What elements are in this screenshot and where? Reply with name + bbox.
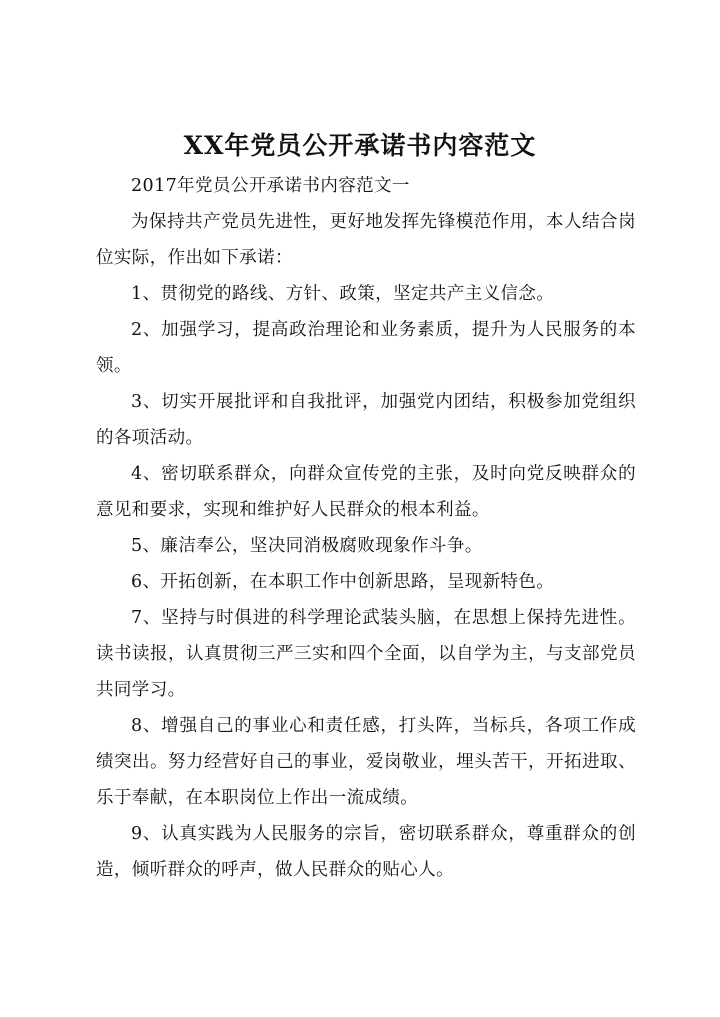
document-title: XX年党员公开承诺书内容范文	[183, 131, 537, 160]
paragraph-item-9: 9、认真实践为人民服务的宗旨，密切联系群众，尊重群众的创造，倾听群众的呼声，做人民群众的贴心人。	[96, 824, 636, 880]
paragraph-item-8: 8、增强自己的事业心和责任感，打头阵，当标兵，各项工作成绩突出。努力经营好自己的事业，爱岗敬业，埋头苦干，开拓进取、乐于奉献，在本职岗位上作出一流成绩。	[96, 716, 636, 808]
paragraph-item-4: 4、密切联系群众，向群众宣传党的主张，及时向党反映群众的意见和要求，实现和维护好人民群众的根本利益。	[96, 464, 636, 520]
paragraph-item-3: 3、切实开展批评和自我批评，加强党内团结，积极参加党组织的各项活动。	[96, 392, 636, 448]
document-subheading: 2017年党员公开承诺书内容范文一	[131, 176, 410, 196]
paragraph-item-7: 7、坚持与时俱进的科学理论武装头脑，在思想上保持先进性。读书读报，认真贯彻三严三实和四个全面，以自学为主，与支部党员共同学习。	[96, 608, 636, 700]
document-body	[96, 168, 636, 888]
paragraph-intro: 为保持共产党员先进性，更好地发挥先锋模范作用，本人结合岗位实际，作出如下承诺：	[96, 212, 636, 268]
paragraph-item-6: 6、开拓创新，在本职工作中创新思路，呈现新特色。	[131, 572, 555, 592]
paragraph-item-2: 2、加强学习，提高政治理论和业务素质，提升为人民服务的本领。	[96, 320, 636, 376]
paragraph-item-1: 1、贯彻党的路线、方针、政策，坚定共产主义信念。	[131, 284, 555, 304]
paragraph-item-5: 5、廉洁奉公，坚决同消极腐败现象作斗争。	[131, 536, 483, 556]
